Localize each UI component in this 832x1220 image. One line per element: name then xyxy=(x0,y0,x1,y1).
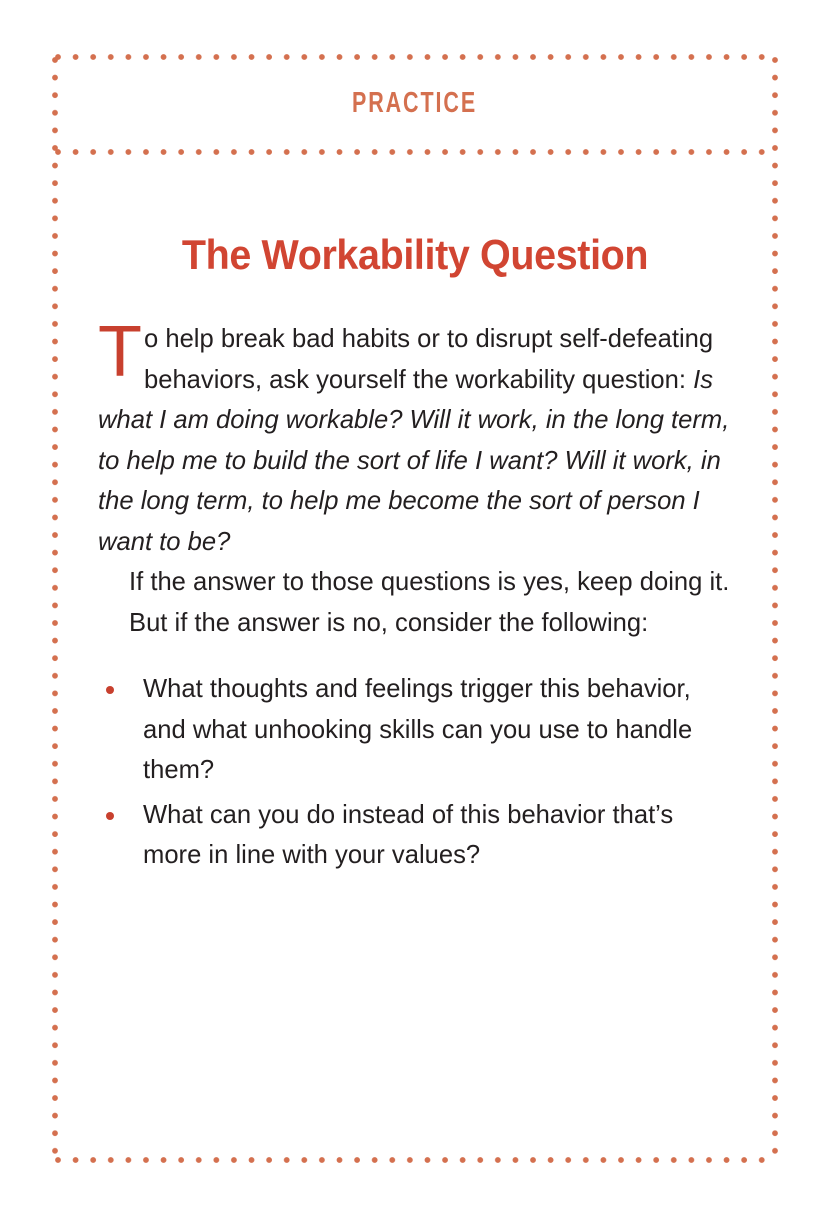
page-title: The Workability Question xyxy=(181,231,649,278)
bullet-dot-icon xyxy=(106,686,114,694)
practice-box-frame xyxy=(55,57,775,1160)
practice-header-band xyxy=(55,57,775,149)
practice-eyebrow-label: PRACTICE xyxy=(352,86,478,119)
paragraph-answer-no: But if the answer is no, consider the following: xyxy=(129,608,649,637)
drop-cap-letter: T xyxy=(98,312,142,392)
body-content xyxy=(98,312,737,880)
paragraph-answer-yes: If the answer to those questions is yes, keep doing it. xyxy=(129,568,730,596)
title-container xyxy=(55,149,775,307)
paragraph-intro-italic: Is what I am doing workable? Will it work, in the long term, to help me to build the sort of life I want? Will it work, in the long term, to help me become the sort of person I want to be? xyxy=(98,365,730,556)
list-item xyxy=(98,669,737,791)
list-item-text: What thoughts and feelings trigger this behavior, and what unhooking skills can you use to handle them? xyxy=(143,675,693,784)
paragraph-intro xyxy=(98,312,737,562)
bullet-dot-icon xyxy=(106,812,114,820)
paragraph-intro-roman: o help break bad habits or to disrupt self-defeating behaviors, ask yourself the workability question: xyxy=(143,325,714,394)
list-item xyxy=(98,795,737,876)
consideration-list xyxy=(98,669,737,876)
frame-bottom-dotted-border xyxy=(55,1157,775,1163)
list-item-text: What can you do instead of this behavior that’s more in line with your values? xyxy=(143,800,674,869)
